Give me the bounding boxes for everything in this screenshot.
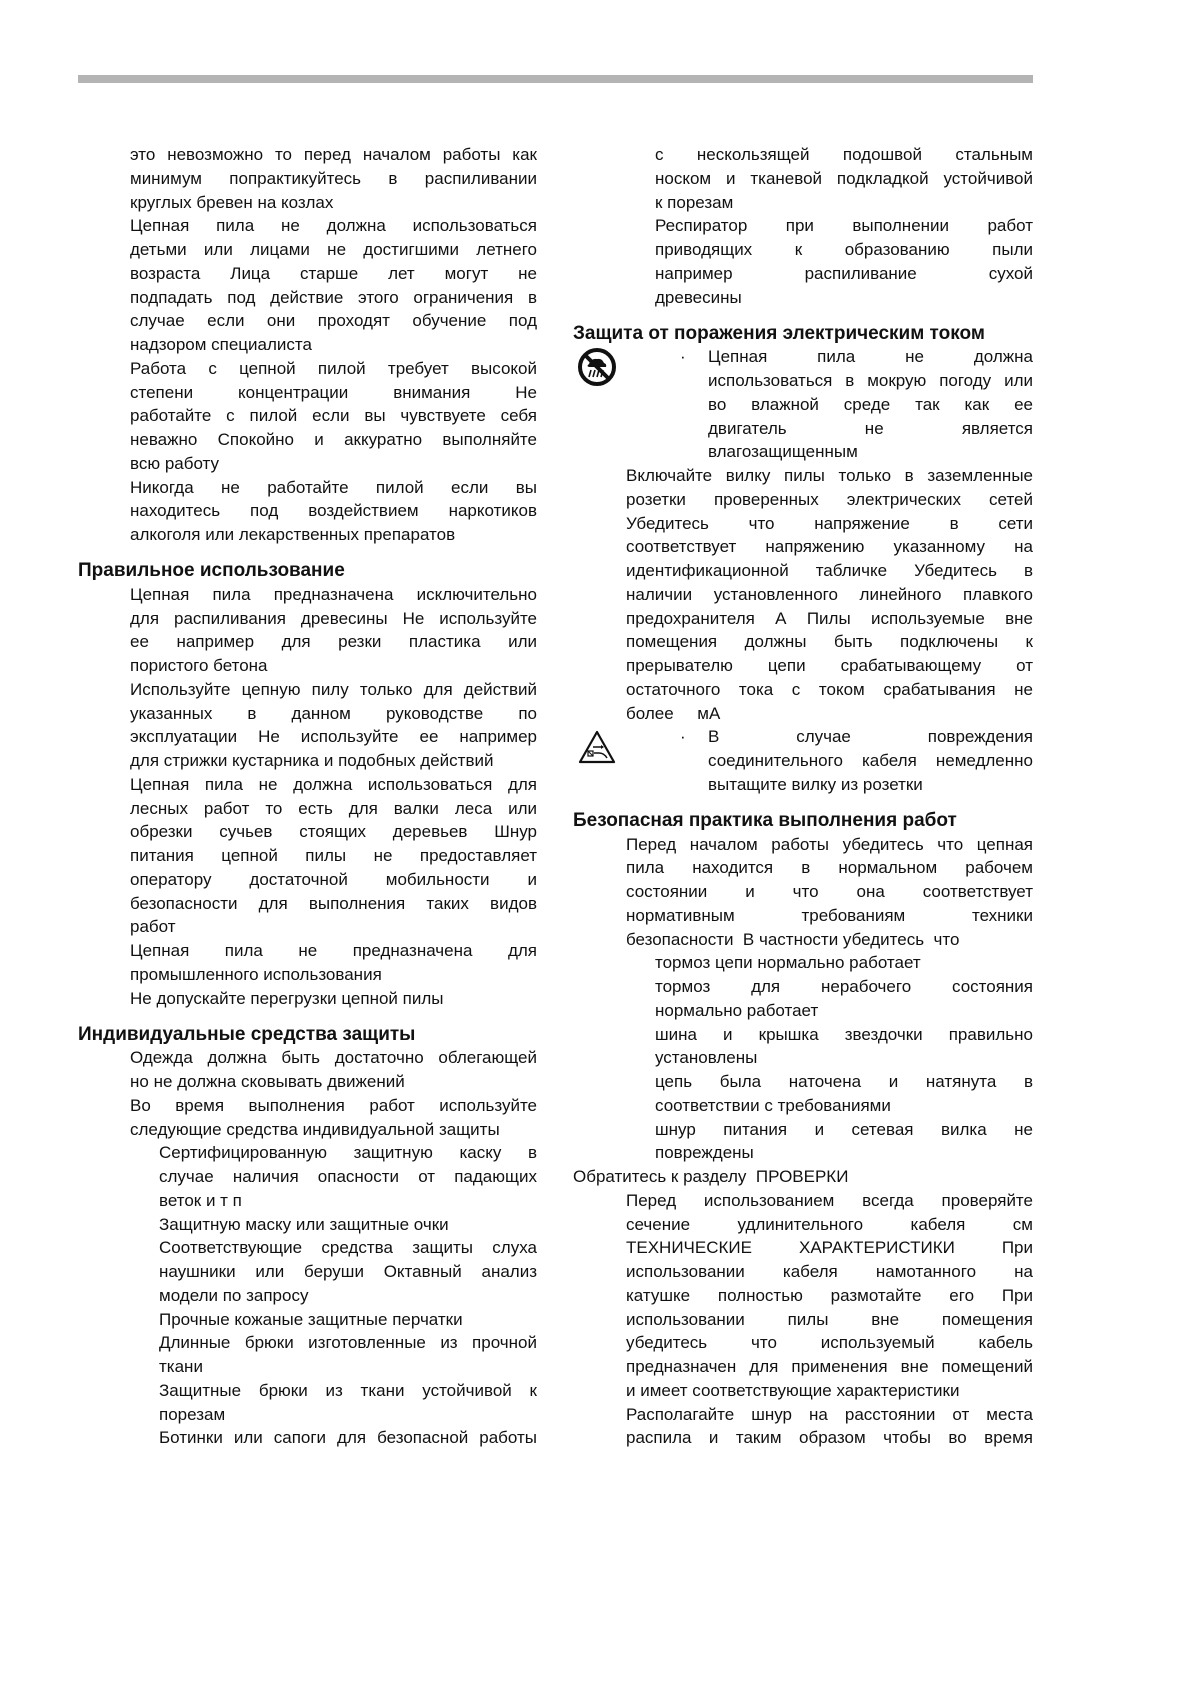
text-line: алкоголя или лекарственных препаратов [130,525,456,544]
text-line: следующие средства индивидуальной защиты [130,1119,500,1139]
text-line: случае если они проходят обучение под [130,311,537,331]
text-line: сечение удлинительного кабеля см [626,1214,1033,1234]
section-heading: Индивидуальные средства защиты [78,1023,416,1045]
text-line: круглых бревен на козлах [130,192,334,212]
text-line: Никогда не работайте пилой если вы [130,477,537,497]
paragraph [573,1189,1033,1403]
text-line: Включайте вилку пилы только в заземленные [626,466,1033,485]
list-item [78,1236,537,1307]
text-line: работ [130,917,176,937]
no-rain-icon [577,347,617,387]
text-line: распила и таким образом чтобы во время [626,1428,1033,1448]
text-line: питания цепной пилы не предоставляет [130,846,537,865]
text-line: предназначен для применения вне помещений [626,1357,1033,1376]
text-line: нормативным требованиям техники [626,905,1033,925]
text-line: это невозможно то перед началом работы как [130,145,537,164]
text-line: установлены [655,1048,758,1068]
text-line: вытащите вилку из розетки [708,774,923,794]
paragraph [573,464,1033,725]
paragraph [78,583,537,678]
text-line: катушке полностью размотайте его При [626,1285,1033,1305]
text-line: использоваться в мокрую погоду или [708,371,1033,390]
right-column [573,143,1033,1450]
text-line: Цепная пила не предназначена для [130,941,537,960]
warning-item [573,345,1033,464]
warning-item [573,725,1033,796]
text-line: Перед использованием всегда проверяйте [626,1190,1033,1210]
text-line: состоянии и что она соответствует [626,882,1033,901]
text-line: соответствии с требованиями [655,1095,891,1115]
text-line: эксплуатации Не используйте ее например [130,727,537,747]
left-column [78,143,537,1450]
text-line: Используйте цепную пилу только для действий [130,679,537,699]
text-line: Убедитесь что напряжение в сети [626,513,1033,533]
text-line: остаточного тока с током срабатывания не [626,679,1033,699]
text-line: розетки проверенных электрических сетей [626,489,1033,509]
text-line: для стрижки кустарника и подобных действий [130,751,494,770]
text-line: минимум попрактикуйтесь в распиливании [130,168,537,188]
text-line: порезам [159,1404,226,1424]
text-line: с нескользящей подошвой стальным [655,145,1033,164]
text-line: помещения должны быть подключены к [626,632,1033,652]
list-item [78,1426,537,1450]
text-line: шина и крышка звездочки правильно [655,1024,1033,1044]
text-line: ТЕХНИЧЕСКИЕ ХАРАКТЕРИСТИКИ При [626,1238,1033,1258]
text-line: использовании кабеля намотанного на [626,1262,1033,1281]
list-item [573,214,1033,309]
list-item [78,1379,537,1427]
paragraph [78,357,537,476]
text-line: ткани [159,1357,203,1376]
text-line: оператору достаточной мобильности и [130,869,537,889]
text-line: наушники или беруши Октавный анализ [159,1262,537,1281]
text-line: предохранителя А Пилы используемые вне [626,608,1033,628]
paragraph [78,1046,537,1094]
text-line: повреждены [655,1143,754,1163]
list-item [78,1331,537,1379]
text-line: Цепная пила не должна использоваться для [130,774,537,794]
paragraph [573,1403,1033,1451]
text-line: приводящих к образованию пыли [655,240,1033,259]
text-line: веток и т п [159,1190,242,1210]
list-item [78,1141,537,1212]
paragraph [573,833,1033,952]
text-line: идентификационной табличке Убедитесь в [626,561,1033,580]
text-line: Работа с цепной пилой требует высокой [130,358,537,378]
section-heading: Защита от поражения электрическим током [573,322,985,344]
text-line: Во время выполнения работ используйте [130,1095,537,1115]
text-line: Цепная пила не должна [708,347,1033,367]
text-line: прерывателю цепи срабатывающему от [626,656,1033,675]
text-line: к порезам [655,192,734,212]
text-line: находитесь под воздействием наркотиков [130,501,537,521]
text-line: подпадать под действие этого ограничения в [130,287,537,307]
text-line: использовании пилы вне помещения [626,1309,1033,1329]
text-line: промышленного использования [130,964,382,984]
text-line: шнур питания и сетевая вилка не [655,1119,1033,1139]
section-heading: Безопасная практика выполнения работ [573,809,957,831]
text-line: надзором специалиста [130,335,312,354]
text-line: более мА [626,703,721,723]
text-line: для распиливания древесины Не используйте [130,608,537,628]
text-line: Цепная пила не должна использоваться [130,216,537,236]
text-line: нормально работает [655,1000,819,1020]
paragraph [78,1094,537,1142]
text-line: Соответствующие средства защиты слуха [159,1238,537,1258]
list-item [78,1308,537,1332]
text-line: носком и тканевой подкладкой устойчивой [655,168,1033,188]
text-line: но не должна сковывать движений [130,1072,405,1091]
text-line: В случае повреждения [708,727,1033,747]
text-line: всю работу [130,453,220,473]
text-line: например распиливание сухой [655,263,1033,283]
list-item [573,1118,1033,1166]
paragraph [78,773,537,939]
text-line: Цепная пила предназначена исключительно [130,584,537,604]
text-line: возраста Лица старше лет могут не [130,263,537,283]
list-item [573,1070,1033,1118]
text-line: тормоз цепи нормально работает [655,953,921,973]
text-line: пористого бетона [130,656,268,675]
paragraph [78,214,537,357]
text-line: цепь была наточена и натянута в [655,1072,1033,1091]
text-line: Обратитесь к разделу ПРОВЕРКИ [573,1167,849,1186]
paragraph [78,939,537,987]
text-line: случае наличия опасности от падающих [159,1167,537,1186]
list-item [573,951,1033,975]
text-line: убедитесь что используемый кабель [626,1333,1033,1353]
bullet: · [680,347,686,367]
bullet: · [680,727,686,747]
text-line: соответствует напряжению указанному на [626,537,1033,557]
unplug-warning-icon [577,727,617,767]
text-line: степени концентрации внимания Не [130,382,537,402]
text-line: неважно Спокойно и аккуратно выполняйте [130,430,537,449]
text-line: указанных в данном руководстве по [130,703,537,723]
text-line: во влажной среде так как ее [708,394,1033,414]
text-line: детьми или лицами не достигшими летнего [130,240,537,259]
list-item [573,1023,1033,1071]
text-line: работайте с пилой если вы чувствуете себя [130,406,537,426]
text-line: тормоз для нерабочего состояния [655,977,1033,996]
list-item [573,975,1033,1023]
list-item [573,143,1033,214]
text-line: Длинные брюки изготовленные из прочной [159,1333,537,1353]
text-line: древесины [655,287,742,307]
text-line: Защитные брюки из ткани устойчивой к [159,1380,537,1400]
header-rule [78,75,1033,83]
text-line: двигатель не является [708,418,1033,438]
text-line: модели по запросу [159,1285,309,1305]
text-line: лесных работ то есть для валки леса или [130,798,537,818]
paragraph [78,678,537,773]
text-line: Одежда должна быть достаточно облегающей [130,1048,537,1068]
text-line: безопасности для выполнения таких видов [130,893,537,913]
text-line: влагозащищенным [708,442,858,462]
text-line: Располагайте шнур на расстоянии от места [626,1404,1033,1424]
paragraph [78,476,537,547]
text-line: Ботинки или сапоги для безопасной работы [159,1428,537,1448]
text-line: Перед началом работы убедитесь что цепная [626,834,1033,854]
text-line: Респиратор при выполнении работ [655,216,1033,236]
text-line: ее например для резки пластика или [130,632,537,652]
text-line: и имеет соответствующие характеристики [626,1380,960,1400]
list-item [78,1213,537,1237]
text-line: Не допускайте перегрузки цепной пилы [130,988,444,1008]
text-line: обрезки сучьев стоящих деревьев Шнур [130,822,537,842]
section-heading: Правильное использование [78,560,345,581]
text-line: наличии установленного линейного плавкого [626,584,1033,604]
paragraph [78,987,537,1011]
paragraph [78,143,537,214]
text-line: Прочные кожаные защитные перчатки [159,1309,463,1329]
paragraph [573,1165,1033,1189]
text-line: Защитную маску или защитные очки [159,1214,449,1234]
text-line: соединительного кабеля немедленно [708,751,1033,770]
text-line: Сертифицированную защитную каску в [159,1143,537,1163]
text-line: безопасности В частности убедитесь что [626,929,960,949]
text-line: пила находится в нормальном рабочем [626,858,1033,878]
